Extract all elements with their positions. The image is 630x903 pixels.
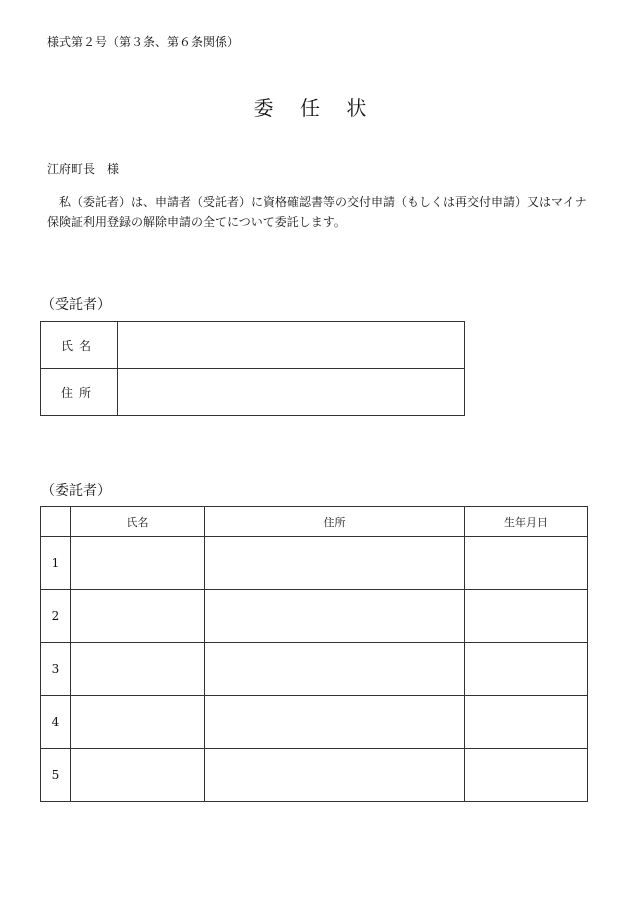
- delegate-address-field[interactable]: [118, 369, 465, 416]
- delegator-header-row: [41, 507, 588, 537]
- delegator-name-field[interactable]: [71, 590, 205, 643]
- table-row: [41, 643, 588, 696]
- delegation-statement: 私（委託者）は、申請者（受託者）に資格確認書等の交付申請（もしくは再交付申請）又はマイナ保険証利用登録の解除申請の全てについて委託します。: [47, 195, 587, 229]
- delegate-name-label: 氏名: [41, 322, 118, 369]
- number-column-header: [41, 507, 71, 537]
- delegator-address-field[interactable]: [205, 696, 465, 749]
- delegator-birthdate-field[interactable]: [465, 537, 588, 590]
- delegate-address-row: [41, 369, 465, 416]
- document-title: 委 任 状: [253, 96, 377, 120]
- delegator-heading: （委託者）: [41, 483, 111, 499]
- delegate-table: [40, 321, 465, 416]
- delegator-address-field[interactable]: [205, 643, 465, 696]
- delegate-name-row: [41, 322, 465, 369]
- delegator-table: [40, 506, 588, 802]
- delegator-address-field[interactable]: [205, 590, 465, 643]
- address-column-header: 住所: [205, 507, 465, 537]
- delegator-birthdate-field[interactable]: [465, 749, 588, 802]
- delegator-name-field[interactable]: [71, 749, 205, 802]
- row-number: 2: [41, 590, 71, 643]
- row-number: 4: [41, 696, 71, 749]
- delegator-birthdate-field[interactable]: [465, 643, 588, 696]
- table-row: [41, 590, 588, 643]
- table-row: [41, 696, 588, 749]
- addressee: 江府町長 様: [47, 162, 120, 176]
- row-number: 5: [41, 749, 71, 802]
- delegator-name-field[interactable]: [71, 643, 205, 696]
- row-number: 1: [41, 537, 71, 590]
- row-number: 3: [41, 643, 71, 696]
- delegate-address-label: 住所: [41, 369, 118, 416]
- delegate-heading: （受託者）: [41, 297, 111, 313]
- delegator-address-field[interactable]: [205, 537, 465, 590]
- table-row: [41, 537, 588, 590]
- form-number: 様式第２号（第３条、第６条関係）: [47, 35, 240, 49]
- delegate-name-field[interactable]: [118, 322, 465, 369]
- table-row: [41, 749, 588, 802]
- delegator-birthdate-field[interactable]: [465, 590, 588, 643]
- delegator-address-field[interactable]: [205, 749, 465, 802]
- delegator-name-field[interactable]: [71, 537, 205, 590]
- delegator-birthdate-field[interactable]: [465, 696, 588, 749]
- birthdate-column-header: 生年月日: [465, 507, 588, 537]
- name-column-header: 氏名: [71, 507, 205, 537]
- delegator-name-field[interactable]: [71, 696, 205, 749]
